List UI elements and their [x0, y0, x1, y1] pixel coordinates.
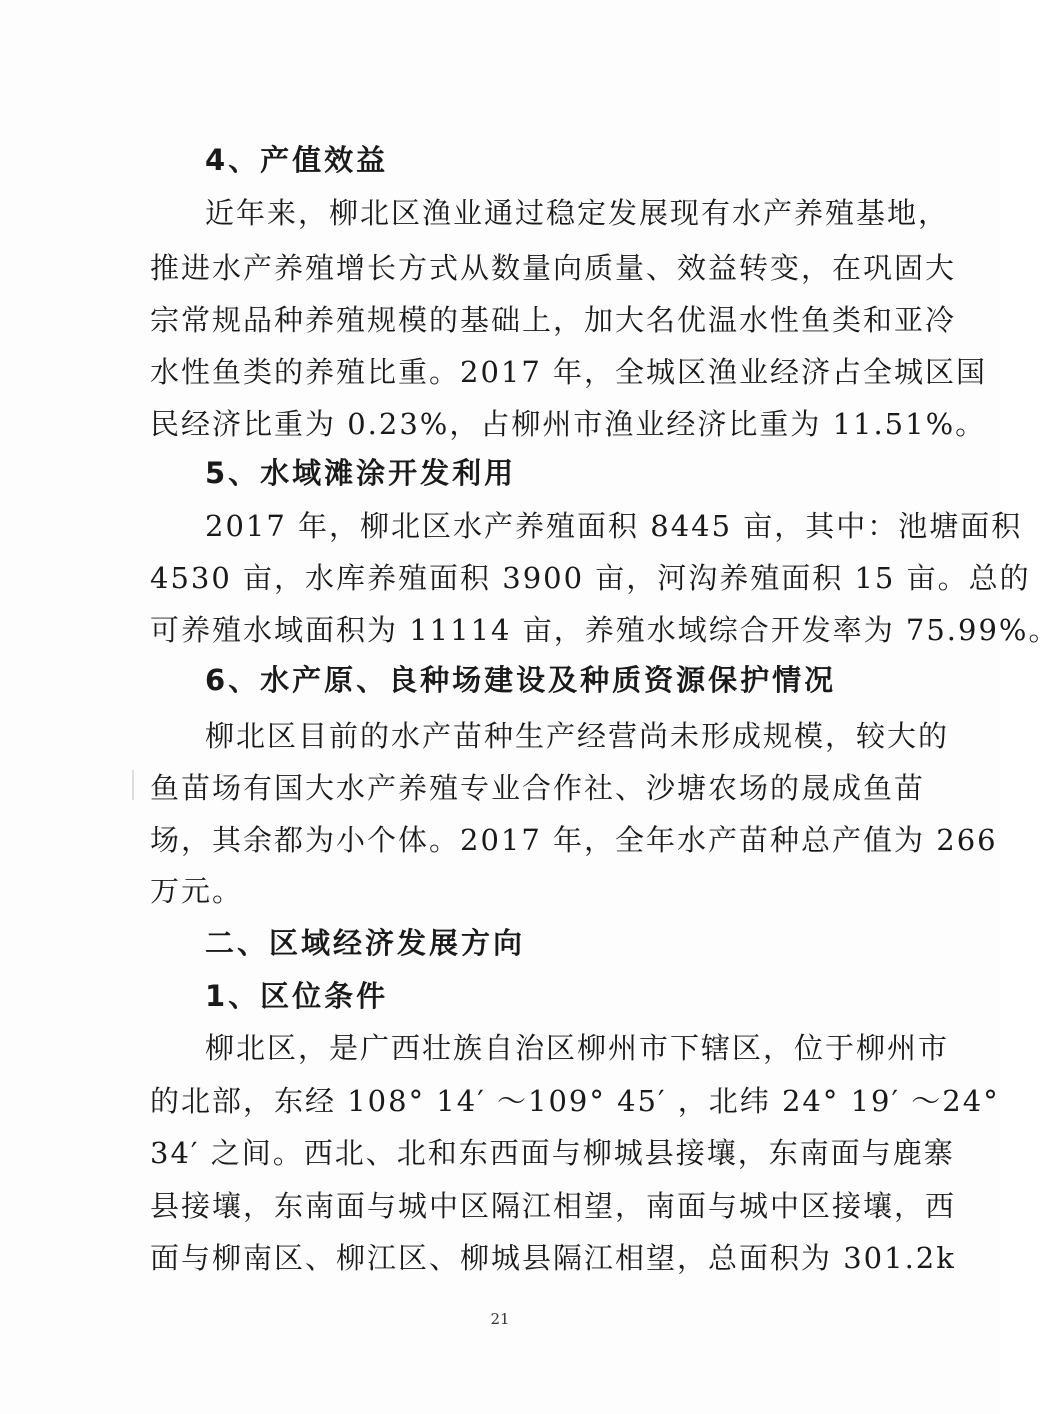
paragraph-line: 近年来，柳北区渔业通过稳定发展现有水产养殖基地， — [205, 196, 950, 230]
paragraph-line: 可养殖水域面积为 11114 亩，养殖水域综合开发率为 75.99%。 — [150, 613, 1060, 647]
paragraph-line: 县接壤，东南面与城中区隔江相望，南面与城中区接壤，西 — [150, 1189, 957, 1223]
paragraph-line: 面与柳南区、柳江区、柳城县隔江相望，总面积为 301.2k — [150, 1241, 956, 1275]
paragraph-line: 推进水产养殖增长方式从数量向质量、效益转变，在巩固大 — [150, 251, 957, 285]
paragraph-line: 水性鱼类的养殖比重。2017 年，全城区渔业经济占全城区国 — [150, 355, 988, 389]
paragraph-line: 2017 年，柳北区水产养殖面积 8445 亩，其中：池塘面积 — [205, 509, 1023, 543]
paragraph-line: 鱼苗场有国大水产养殖专业合作社、沙塘农场的晟成鱼苗 — [150, 771, 926, 805]
section-6-heading: 6、水产原、良种场建设及种质资源保护情况 — [205, 663, 837, 697]
scan-artifact — [132, 770, 134, 800]
section-5-heading: 5、水域滩涂开发利用 — [205, 456, 517, 490]
paragraph-line: 4530 亩，水库养殖面积 3900 亩，河沟养殖面积 15 亩。总的 — [150, 561, 1031, 595]
section-1-heading: 1、区位条件 — [205, 979, 389, 1013]
section-4-heading: 4、产值效益 — [205, 143, 389, 177]
paragraph-line: 柳北区目前的水产苗种生产经营尚未形成规模，较大的 — [205, 719, 950, 753]
paragraph-line: 柳北区，是广西壮族自治区柳州市下辖区，位于柳州市 — [205, 1031, 950, 1065]
paragraph-line: 民经济比重为 0.23%，占柳州市渔业经济比重为 11.51%。 — [150, 407, 987, 441]
paragraph-line: 万元。 — [150, 874, 244, 908]
paragraph-line: 宗常规品种养殖规模的基础上，加大名优温水性鱼类和亚冷 — [150, 303, 957, 337]
paragraph-line: 场，其余都为小个体。2017 年，全年水产苗种总产值为 266 — [150, 823, 998, 857]
page-number: 21 — [490, 1310, 510, 1328]
paragraph-line: 的北部，东经 108° 14′ ～109° 45′ ，北纬 24° 19′ ～24° — [150, 1084, 1000, 1118]
paragraph-line: 34′ 之间。西北、北和东西面与柳城县接壤，东南面与鹿寨 — [150, 1136, 955, 1170]
part-2-heading: 二、区域经济发展方向 — [205, 926, 526, 960]
